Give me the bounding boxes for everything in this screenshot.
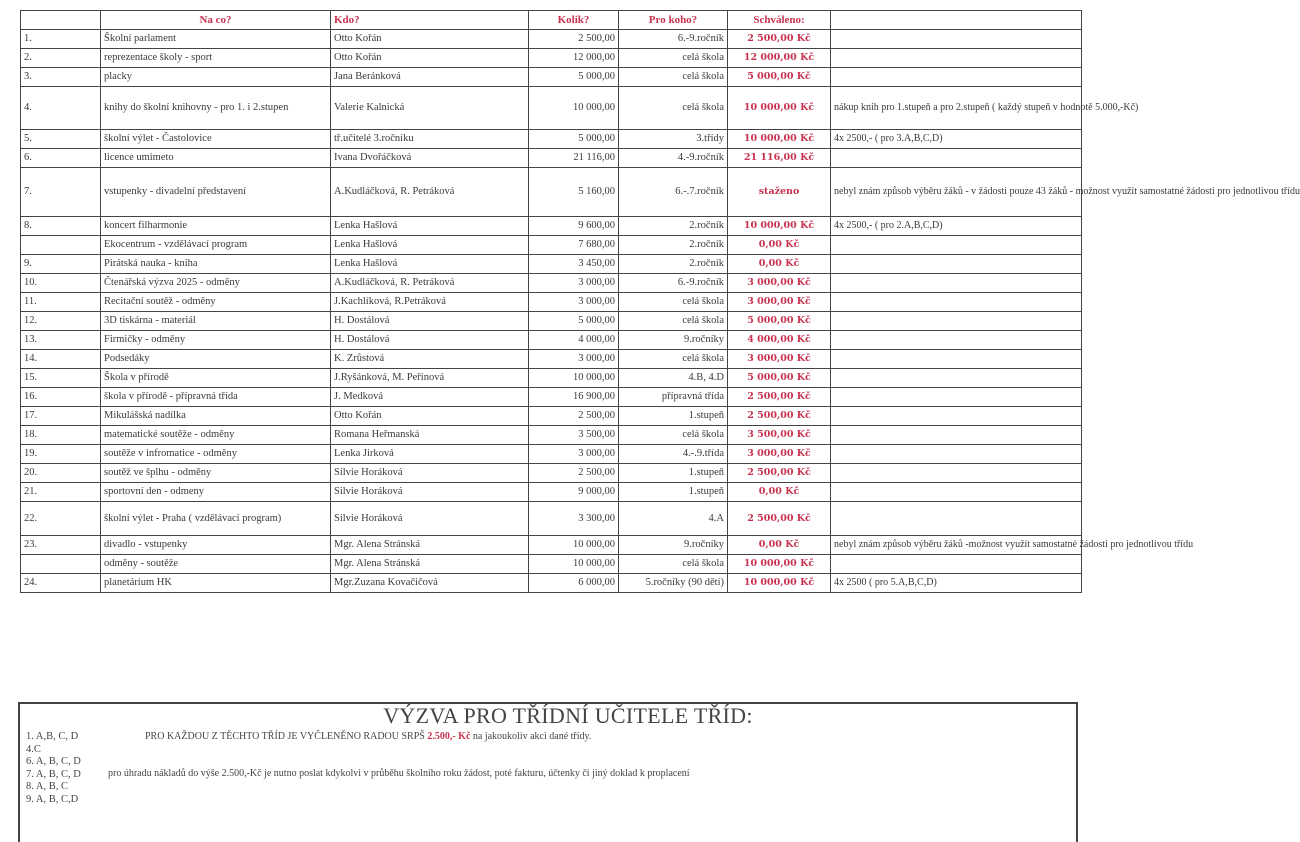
row-note: 4x 2500 ( pro 5.A,B,C,D) — [831, 574, 1082, 593]
row-approved: 3 000,00 Kč — [728, 350, 831, 369]
row-approved: 2 500,00 Kč — [728, 388, 831, 407]
row-number: 7. — [21, 168, 101, 217]
row-approved: 4 000,00 Kč — [728, 331, 831, 350]
row-note — [831, 30, 1082, 49]
row-number: 24. — [21, 574, 101, 593]
row-number: 8. — [21, 217, 101, 236]
row-requester: Otto Kořán — [331, 49, 529, 68]
header-note — [831, 11, 1082, 30]
header-approved: Schváleno: — [728, 11, 831, 30]
row-note — [831, 312, 1082, 331]
row-approved: 10 000,00 Kč — [728, 574, 831, 593]
row-amount: 3 300,00 — [529, 502, 619, 536]
table-header-row — [21, 11, 1082, 30]
row-note — [831, 293, 1082, 312]
row-requester: Silvie Horáková — [331, 464, 529, 483]
row-approved: 0,00 Kč — [728, 236, 831, 255]
row-requester: K. Zrůstová — [331, 350, 529, 369]
row-amount: 3 000,00 — [529, 293, 619, 312]
row-approved: 3 000,00 Kč — [728, 445, 831, 464]
row-amount: 3 500,00 — [529, 426, 619, 445]
row-target: celá škola — [619, 312, 728, 331]
row-approved: staženo — [728, 168, 831, 217]
row-purpose: škola v přírodě - přípravná třída — [101, 388, 331, 407]
row-target: celá škola — [619, 426, 728, 445]
row-requester: Ivana Dvořáčková — [331, 149, 529, 168]
row-purpose: matematické soutěže - odměny — [101, 426, 331, 445]
header-target: Pro koho? — [619, 11, 728, 30]
row-purpose: sportovní den - odmeny — [101, 483, 331, 502]
row-amount: 9 000,00 — [529, 483, 619, 502]
row-note — [831, 236, 1082, 255]
line1-amount: 2.500,- Kč — [427, 731, 471, 742]
row-target: 4.-.9.třída — [619, 445, 728, 464]
table-row — [21, 236, 1082, 255]
row-target: celá škola — [619, 49, 728, 68]
row-note — [831, 445, 1082, 464]
row-note: 4x 2500,- ( pro 3.A,B,C,D) — [831, 130, 1082, 149]
row-requester: Mgr. Alena Stránská — [331, 536, 529, 555]
row-purpose: Škola v přírodě — [101, 369, 331, 388]
row-amount: 16 900,00 — [529, 388, 619, 407]
row-number: 14. — [21, 350, 101, 369]
table-row — [21, 168, 1082, 217]
row-target: 4.A — [619, 502, 728, 536]
row-note — [831, 483, 1082, 502]
row-number: 23. — [21, 536, 101, 555]
row-target: celá škola — [619, 555, 728, 574]
row-note — [831, 274, 1082, 293]
row-approved: 12 000,00 Kč — [728, 49, 831, 68]
row-purpose: soutěž ve šplhu - odměny — [101, 464, 331, 483]
table-row — [21, 130, 1082, 149]
row-approved: 3 000,00 Kč — [728, 274, 831, 293]
row-amount: 10 000,00 — [529, 369, 619, 388]
row-target: celá škola — [619, 293, 728, 312]
row-target: celá škola — [619, 87, 728, 130]
row-amount: 5 160,00 — [529, 168, 619, 217]
table-row — [21, 464, 1082, 483]
row-target: celá škola — [619, 350, 728, 369]
row-target: 9.ročníky — [619, 536, 728, 555]
row-amount: 10 000,00 — [529, 536, 619, 555]
line1-prefix: PRO KAŽDOU Z TĚCHTO TŘÍD JE VYČLENĚNO RADOU SRPŠ — [145, 731, 428, 742]
row-approved: 0,00 Kč — [728, 255, 831, 274]
row-requester: Valerie Kalnická — [331, 87, 529, 130]
row-number: 1. — [21, 30, 101, 49]
table-row — [21, 555, 1082, 574]
row-number: 19. — [21, 445, 101, 464]
row-amount: 2 500,00 — [529, 407, 619, 426]
table-row — [21, 388, 1082, 407]
row-purpose: Mikulášská nadílka — [101, 407, 331, 426]
row-note: nákup knih pro 1.stupeň a pro 2.stupeň ( každý stupeň v hodnotě 5.000,-Kč) — [831, 87, 1082, 130]
table-row — [21, 369, 1082, 388]
table-row — [21, 407, 1082, 426]
row-purpose: Čtenářská výzva 2025 - odměny — [101, 274, 331, 293]
row-target: 5.ročníky (90 dětí) — [619, 574, 728, 593]
row-requester: A.Kudláčková, R. Petráková — [331, 168, 529, 217]
class-list — [26, 731, 81, 806]
class-item: 7. A, B, C, D — [26, 768, 81, 780]
header-what: Na co? — [101, 11, 331, 30]
row-amount: 3 000,00 — [529, 445, 619, 464]
row-approved: 5 000,00 Kč — [728, 369, 831, 388]
row-requester: tř.učitelé 3.ročníku — [331, 130, 529, 149]
row-amount: 3 450,00 — [529, 255, 619, 274]
row-amount: 7 680,00 — [529, 236, 619, 255]
table-row — [21, 502, 1082, 536]
table-row — [21, 49, 1082, 68]
row-note — [831, 407, 1082, 426]
row-approved: 3 500,00 Kč — [728, 426, 831, 445]
table-row — [21, 149, 1082, 168]
row-purpose: školní výlet - Častolovice — [101, 130, 331, 149]
row-target: 3.třídy — [619, 130, 728, 149]
row-number: 5. — [21, 130, 101, 149]
row-purpose: Firmičky - odměny — [101, 331, 331, 350]
row-purpose: Školní parlament — [101, 30, 331, 49]
class-item: 1. A,B, C, D — [26, 731, 79, 742]
row-amount: 21 116,00 — [529, 149, 619, 168]
row-approved: 2 500,00 Kč — [728, 30, 831, 49]
row-target: 2.ročník — [619, 236, 728, 255]
row-requester: Lenka Hašlová — [331, 236, 529, 255]
row-target: 6.-.7.ročník — [619, 168, 728, 217]
challenge-line-1 — [145, 731, 591, 742]
row-note — [831, 426, 1082, 445]
row-requester: J. Medková — [331, 388, 529, 407]
row-note — [831, 369, 1082, 388]
row-approved: 10 000,00 Kč — [728, 87, 831, 130]
header-who: Kdo? — [331, 11, 529, 30]
row-requester: Romana Heřmanská — [331, 426, 529, 445]
row-requester: Mgr.Zuzana Kovačičová — [331, 574, 529, 593]
row-requester: J.Kachlíková, R.Petráková — [331, 293, 529, 312]
row-number: 2. — [21, 49, 101, 68]
row-purpose: divadlo - vstupenky — [101, 536, 331, 555]
row-target: 4.-9.ročník — [619, 149, 728, 168]
row-requester: Lenka Hašlová — [331, 217, 529, 236]
row-approved: 2 500,00 Kč — [728, 502, 831, 536]
row-number: 11. — [21, 293, 101, 312]
row-approved: 0,00 Kč — [728, 483, 831, 502]
row-approved: 2 500,00 Kč — [728, 407, 831, 426]
row-note: nebyl znám způsob výběru žáků - v žádosti pouze 43 žáků - možnost využít samostatné žádosti pro jednotlivou třídu — [831, 168, 1082, 217]
row-purpose: licence umimeto — [101, 149, 331, 168]
row-target: 6.-9.ročník — [619, 30, 728, 49]
table-row — [21, 350, 1082, 369]
header-num — [21, 11, 101, 30]
table-row — [21, 293, 1082, 312]
row-number: 20. — [21, 464, 101, 483]
header-amount: Kolik? — [529, 11, 619, 30]
row-amount: 10 000,00 — [529, 555, 619, 574]
row-number: 9. — [21, 255, 101, 274]
row-requester: Jana Beránková — [331, 68, 529, 87]
row-number: 4. — [21, 87, 101, 130]
class-item: 9. A, B, C,D — [26, 793, 79, 805]
row-approved: 10 000,00 Kč — [728, 555, 831, 574]
line1-suffix: na jakoukoliv akci dané třídy. — [470, 731, 592, 742]
row-approved: 2 500,00 Kč — [728, 464, 831, 483]
row-amount: 9 600,00 — [529, 217, 619, 236]
grant-table — [20, 10, 1300, 593]
row-number: 21. — [21, 483, 101, 502]
row-number: 22. — [21, 502, 101, 536]
row-note — [831, 502, 1082, 536]
row-purpose: koncert filharmonie — [101, 217, 331, 236]
row-requester: Otto Kořán — [331, 407, 529, 426]
table-row — [21, 255, 1082, 274]
row-purpose: 3D tiskárna - materiál — [101, 312, 331, 331]
row-note — [831, 149, 1082, 168]
row-requester: H. Dostálová — [331, 312, 529, 331]
row-note: nebyl znám způsob výběru žáků -možnost využít samostatné žádosti pro jednotlivou třídu — [831, 536, 1082, 555]
row-approved: 21 116,00 Kč — [728, 149, 831, 168]
row-note — [831, 388, 1082, 407]
row-note — [831, 331, 1082, 350]
row-requester: Mgr. Alena Stránská — [331, 555, 529, 574]
row-requester: Lenka Hašlová — [331, 255, 529, 274]
row-approved: 5 000,00 Kč — [728, 68, 831, 87]
row-amount: 3 000,00 — [529, 350, 619, 369]
table-row — [21, 68, 1082, 87]
challenge-box — [18, 702, 1078, 842]
row-number — [21, 236, 101, 255]
table-row — [21, 217, 1082, 236]
row-number: 12. — [21, 312, 101, 331]
row-note: 4x 2500,- ( pro 2.A,B,C,D) — [831, 217, 1082, 236]
row-purpose: Pirátská nauka - kniha — [101, 255, 331, 274]
row-number: 16. — [21, 388, 101, 407]
row-requester: H. Dostálová — [331, 331, 529, 350]
row-amount: 4 000,00 — [529, 331, 619, 350]
table-row — [21, 426, 1082, 445]
row-note — [831, 49, 1082, 68]
row-amount: 5 000,00 — [529, 312, 619, 331]
class-item: 4.C — [26, 743, 41, 755]
row-requester: A.Kudláčková, R. Petráková — [331, 274, 529, 293]
row-purpose: školní výlet - Praha ( vzdělávací program) — [101, 502, 331, 536]
row-target: 2.ročník — [619, 217, 728, 236]
row-target: 2.ročník — [619, 255, 728, 274]
row-purpose: Ekocentrum - vzdělávací program — [101, 236, 331, 255]
row-requester: Lenka Jirková — [331, 445, 529, 464]
row-number: 13. — [21, 331, 101, 350]
row-requester: Silvie Horáková — [331, 483, 529, 502]
row-number: 18. — [21, 426, 101, 445]
row-number: 3. — [21, 68, 101, 87]
row-number: 6. — [21, 149, 101, 168]
table-row — [21, 536, 1082, 555]
row-target: 1.stupeň — [619, 464, 728, 483]
row-amount: 6 000,00 — [529, 574, 619, 593]
table-row — [21, 30, 1082, 49]
row-target: 4.B, 4.D — [619, 369, 728, 388]
row-requester: J.Ryšánková, M. Peřinová — [331, 369, 529, 388]
row-target: 9.ročníky — [619, 331, 728, 350]
row-amount: 5 000,00 — [529, 68, 619, 87]
row-note — [831, 68, 1082, 87]
row-approved: 0,00 Kč — [728, 536, 831, 555]
row-target: 1.stupeň — [619, 407, 728, 426]
row-target: 6.-9.ročník — [619, 274, 728, 293]
row-purpose: reprezentace školy - sport — [101, 49, 331, 68]
table-row — [21, 331, 1082, 350]
row-number — [21, 555, 101, 574]
row-number: 15. — [21, 369, 101, 388]
row-approved: 10 000,00 Kč — [728, 130, 831, 149]
row-amount: 12 000,00 — [529, 49, 619, 68]
row-approved: 5 000,00 Kč — [728, 312, 831, 331]
table-row — [21, 312, 1082, 331]
row-amount: 2 500,00 — [529, 30, 619, 49]
row-number: 10. — [21, 274, 101, 293]
challenge-title: VÝZVA PRO TŘÍDNÍ UČITELE TŘÍD: — [383, 703, 753, 728]
row-target: 1.stupeň — [619, 483, 728, 502]
row-purpose: vstupenky - divadelní představení — [101, 168, 331, 217]
row-number: 17. — [21, 407, 101, 426]
row-purpose: planetárium HK — [101, 574, 331, 593]
row-amount: 2 500,00 — [529, 464, 619, 483]
row-amount: 10 000,00 — [529, 87, 619, 130]
row-note — [831, 555, 1082, 574]
row-amount: 5 000,00 — [529, 130, 619, 149]
table-row — [21, 87, 1082, 130]
class-item: 8. A, B, C — [26, 781, 69, 792]
row-note — [831, 255, 1082, 274]
row-purpose: Recitační soutěž - odměny — [101, 293, 331, 312]
challenge-line-2: pro úhradu nákladů do výše 2.500,-Kč je nutno poslat kdykolvi v průběhu školního roku žádost, poté fakturu, účtenky či jiný doklad k proplacení — [108, 768, 690, 779]
row-note — [831, 464, 1082, 483]
row-requester: Otto Kořán — [331, 30, 529, 49]
row-purpose: soutěže v infromatice - odměny — [101, 445, 331, 464]
row-amount: 3 000,00 — [529, 274, 619, 293]
table-row — [21, 574, 1082, 593]
class-item: 6. A, B, C, D — [26, 756, 81, 767]
table-row — [21, 274, 1082, 293]
row-requester: Silvie Horáková — [331, 502, 529, 536]
row-purpose: placky — [101, 68, 331, 87]
row-purpose: odměny - soutěže — [101, 555, 331, 574]
row-approved: 10 000,00 Kč — [728, 217, 831, 236]
row-target: přípravná třída — [619, 388, 728, 407]
row-approved: 3 000,00 Kč — [728, 293, 831, 312]
row-purpose: knihy do školní knihovny - pro 1. i 2.stupen — [101, 87, 331, 130]
table-row — [21, 483, 1082, 502]
row-target: celá škola — [619, 68, 728, 87]
row-purpose: Podsedáky — [101, 350, 331, 369]
row-note — [831, 350, 1082, 369]
table-row — [21, 445, 1082, 464]
